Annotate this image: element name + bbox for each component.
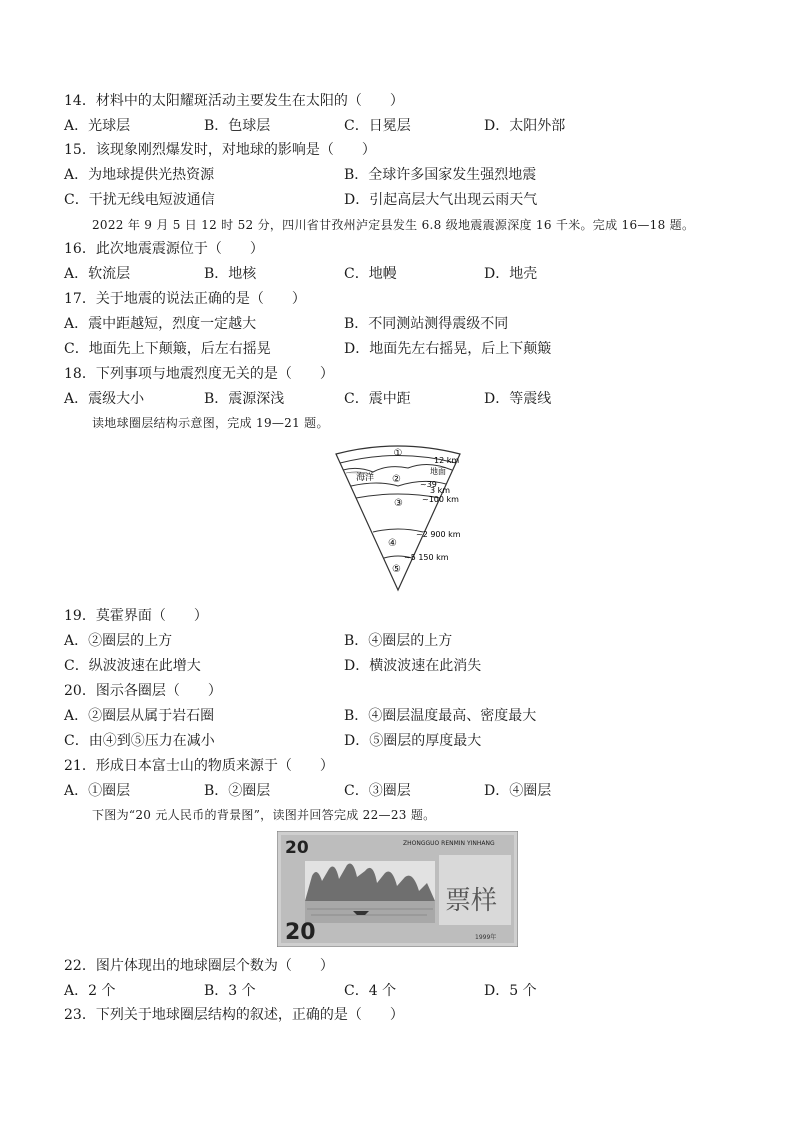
option-a: A．震中距越短，烈度一定越大	[64, 316, 257, 332]
option-d: D．太阳外部	[484, 118, 566, 134]
option-a: A．①圈层	[64, 783, 131, 799]
option-d: D．地壳	[484, 266, 538, 282]
question-18-options	[64, 390, 764, 408]
option-b: B．3 个	[204, 983, 256, 999]
option-b: B．震源深浅	[204, 391, 285, 407]
question-15-options-row1	[64, 166, 764, 184]
question-22-stem: 22．图片体现出的地球圈层个数为（ ）	[64, 958, 334, 974]
question-20-options-row2	[64, 732, 764, 750]
option-d: D．等震线	[484, 391, 552, 407]
option-b: B．全球许多国家发生强烈地震	[344, 167, 537, 183]
river	[305, 901, 435, 923]
option-b: B．地核	[204, 266, 257, 282]
depth-100km: ~100 km	[422, 495, 459, 504]
option-a: A．软流层	[64, 266, 131, 282]
label-ocean: 海洋	[356, 473, 375, 483]
option-c: C．③圈层	[344, 783, 411, 799]
question-15-stem: 15．该现象刚烈爆发时，对地球的影响是（ ）	[64, 142, 376, 158]
question-16-options	[64, 265, 764, 283]
question-18-stem: 18．下列事项与地震烈度无关的是（ ）	[64, 366, 334, 382]
depth-5150km: ~5 150 km	[404, 553, 449, 562]
question-23-stem: 23．下列关于地球圈层结构的叙述，正确的是（ ）	[64, 1007, 404, 1023]
option-c: C．干扰无线电短波通信	[64, 192, 215, 208]
label-3: ③	[394, 498, 403, 509]
option-d: D．横波波速在此消失	[344, 658, 482, 674]
option-c: C．地幔	[344, 266, 397, 282]
label-2: ②	[392, 474, 401, 485]
depth-3km: 3 km	[430, 486, 451, 495]
question-19-stem: 19．莫霍界面（ ）	[64, 608, 208, 624]
option-d: D．④圈层	[484, 783, 552, 799]
denomination-bottom: 20	[285, 920, 316, 945]
question-22-options	[64, 982, 764, 1000]
intro-22-23: 下图为“20 元人民币的背景图”，读图并回答完成 22—23 题。	[92, 808, 436, 822]
option-c: C．地面先上下颠簸，后左右摇晃	[64, 341, 271, 357]
label-ground: 地面	[430, 467, 446, 476]
option-d: D．引起高层大气出现云雨天气	[344, 192, 538, 208]
option-c: C．日冕层	[344, 118, 411, 134]
option-d: D．⑤圈层的厚度最大	[344, 733, 482, 749]
banknote-year: 1999年	[475, 934, 497, 941]
option-b: B．不同测站测得震级不同	[344, 316, 509, 332]
option-a: A．②圈层的上方	[64, 633, 173, 649]
option-b: B．色球层	[204, 118, 271, 134]
option-c: C．4 个	[344, 983, 397, 999]
question-16-stem: 16．此次地震震源位于（ ）	[64, 241, 264, 257]
question-19-options-row2	[64, 657, 764, 675]
question-15-options-row2	[64, 191, 764, 209]
question-19-options-row1	[64, 632, 764, 650]
depth-2900km: ~2 900 km	[416, 530, 461, 539]
option-c: C．震中距	[344, 391, 411, 407]
question-20-options-row1	[64, 707, 764, 725]
question-17-stem: 17．关于地震的说法正确的是（ ）	[64, 291, 306, 307]
option-b: B．②圈层	[204, 783, 271, 799]
option-a: A．②圈层从属于岩石圈	[64, 708, 215, 724]
option-c: C．由④到⑤压力在减小	[64, 733, 215, 749]
option-a: A．2 个	[64, 983, 116, 999]
question-21-stem: 21．形成日本富士山的物质来源于（ ）	[64, 758, 334, 774]
question-14-options	[64, 117, 764, 135]
option-d: D．5 个	[484, 983, 537, 999]
option-b: B．④圈层的上方	[344, 633, 453, 649]
option-a: A．震级大小	[64, 391, 145, 407]
label-1: ①	[393, 448, 403, 459]
banknote-image	[277, 831, 518, 947]
option-a: A．为地球提供光热资源	[64, 167, 215, 183]
depth-39: ~39	[420, 480, 437, 489]
option-d: D．地面先左右摇晃，后上下颠簸	[344, 341, 552, 357]
intro-19-21: 读地球圈层结构示意图，完成 19—21 题。	[92, 416, 329, 430]
option-a: A．光球层	[64, 118, 131, 134]
earth-layer-diagram	[318, 440, 478, 595]
option-b: B．④圈层温度最高、密度最大	[344, 708, 537, 724]
depth-12km: 12 km	[434, 456, 460, 465]
denomination-top: 20	[285, 838, 309, 858]
question-21-options	[64, 782, 764, 800]
label-4: ④	[388, 538, 397, 549]
question-17-options-row2	[64, 340, 764, 358]
question-14-stem: 14．材料中的太阳耀斑活动主要发生在太阳的（ ）	[64, 93, 404, 109]
bank-name: ZHONGGUO RENMIN YINHANG	[403, 840, 495, 847]
intro-16-18: 2022 年 9 月 5 日 12 时 52 分，四川省甘孜州泸定县发生 6.8 级地震震源深度 16 千米。完成 16—18 题。	[92, 218, 695, 232]
question-20-stem: 20．图示各圈层（ ）	[64, 683, 222, 699]
specimen-stamp: 票样	[445, 886, 498, 916]
question-17-options-row1	[64, 315, 764, 333]
label-5: ⑤	[392, 564, 401, 575]
option-c: C．纵波波速在此增大	[64, 658, 201, 674]
